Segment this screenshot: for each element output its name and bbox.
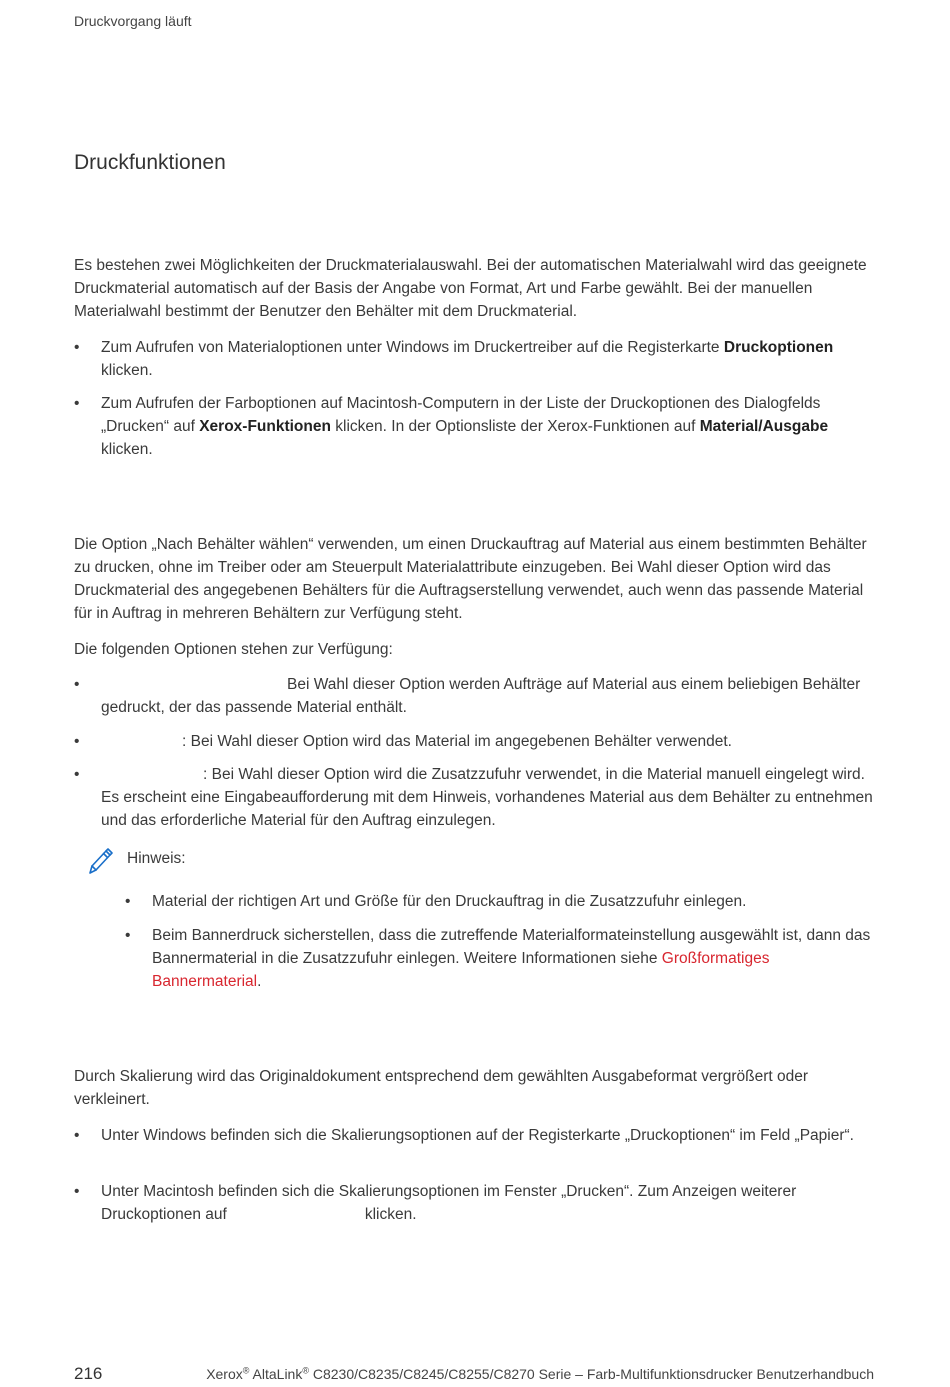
bullet-text: Unter Windows befinden sich die Skalierungsoptionen auf der Registerkarte „Druckoptionen“ im Feld „Papier“. — [101, 1127, 854, 1144]
list-item — [74, 730, 874, 753]
bullet-text: Material der richtigen Art und Größe für den Druckauftrag in die Zusatzzufuhr einlegen. — [152, 893, 747, 910]
bullet-dot: • — [74, 1183, 80, 1200]
pencil-icon — [86, 846, 114, 876]
note-list-item — [125, 924, 875, 993]
bullet-dot: • — [74, 1127, 80, 1144]
bullet-dot: • — [125, 893, 131, 910]
bullet-text: Beim Bannerdruck sicherstellen, dass die zutreffende Materialformateinstellung ausgewählt ist, dann das Bannermaterial in die Zusatzzufuhr einlegen. Weitere Informationen siehe Großformatiges Bannermaterial. — [152, 927, 871, 990]
bullet-text: Zum Aufrufen der Farboptionen auf Macintosh-Computern in der Liste der Druckoptionen des Dialogfelds „Drucken“ auf Xerox-Funktionen klicken. In der Optionsliste der Xerox-Funktionen auf Material/Ausgabe klicken. — [101, 395, 829, 458]
bullet-text: Unter Macintosh befinden sich die Skalierungsoptionen im Fenster „Drucken“. Zum Anzeigen weiterer Druckoptionen auf klicken. — [101, 1183, 797, 1223]
page-number: 216 — [74, 1364, 103, 1383]
bullet-dot: • — [74, 395, 80, 412]
ui-label-material-ausgabe: Material/Ausgabe — [699, 418, 829, 435]
list-item — [74, 392, 874, 461]
bullet-dot: • — [125, 927, 131, 944]
ui-label-xerox-funktionen: Xerox-Funktionen — [199, 418, 331, 435]
list-item — [74, 1180, 874, 1226]
bullet-text: : Bei Wahl dieser Option wird das Material im angegebenen Behälter verwendet. — [182, 733, 732, 750]
bullet-dot: • — [74, 339, 80, 356]
ui-label-druckoptionen: Druckoptionen — [723, 339, 834, 356]
bullet-dot: • — [74, 733, 80, 750]
banner-material-link[interactable]: Großformatiges Bannermaterial — [152, 950, 770, 990]
material-intro: Es bestehen zwei Möglichkeiten der Druckmaterialauswahl. Bei der automatischen Materialwahl wird das geeignete Druckmaterial automatisch auf der Basis der Angabe von Format, Art und Farbe gewählt. Bei der manuellen Materialwahl bestimmt der Benutzer den Behälter mit dem Druckmaterial. — [74, 257, 867, 320]
bullet-text: : Bei Wahl dieser Option wird die Zusatzzufuhr verwendet, in die Material manuell eingelegt wird. Es erscheint eine Eingabeaufforderung mit dem Hinweis, vorhandenes Material aus dem Behälter zu entnehmen und das erforderliche Material für den Auftrag einzulegen. — [101, 766, 873, 829]
note-list-item — [125, 890, 875, 913]
bullet-text: Bei Wahl dieser Option werden Aufträge auf Material aus einem beliebigen Behälter gedruckt, der das passende Material enthält. — [101, 676, 861, 716]
list-item — [74, 1124, 874, 1147]
bullet-dot: • — [74, 766, 80, 783]
tray-options-intro: Die folgenden Optionen stehen zur Verfügung: — [74, 641, 393, 658]
bullet-dot: • — [74, 676, 80, 693]
tray-intro: Die Option „Nach Behälter wählen“ verwenden, um einen Druckauftrag auf Material aus einem bestimmten Behälter zu drucken, ohne im Treiber oder am Steuerpult Materialattribute einzugeben. Bei Wahl dieser Option wird das Druckmaterial des angegebenen Behälters für die Auftragserstellung verwendet, auch wenn das passende Material für in Auftrag in mehreren Behältern zur Verfügung steht. — [74, 536, 867, 622]
note-label: Hinweis: — [127, 850, 186, 867]
list-item — [74, 673, 874, 719]
section-title: Druckfunktionen — [74, 151, 226, 174]
running-header: Druckvorgang läuft — [74, 13, 192, 29]
scaling-intro: Durch Skalierung wird das Originaldokument entsprechend dem gewählten Ausgabeformat vergrößert oder verkleinert. — [74, 1068, 809, 1108]
bullet-text: Zum Aufrufen von Materialoptionen unter Windows im Druckertreiber auf die Registerkarte Druckoptionen klicken. — [101, 339, 834, 379]
list-item — [74, 763, 874, 832]
footer-title: Xerox® AltaLink® C8230/C8235/C8245/C8255/C8270 Serie – Farb-Multifunktionsdrucker Benutzerhandbuch — [206, 1365, 874, 1382]
list-item — [74, 336, 874, 382]
